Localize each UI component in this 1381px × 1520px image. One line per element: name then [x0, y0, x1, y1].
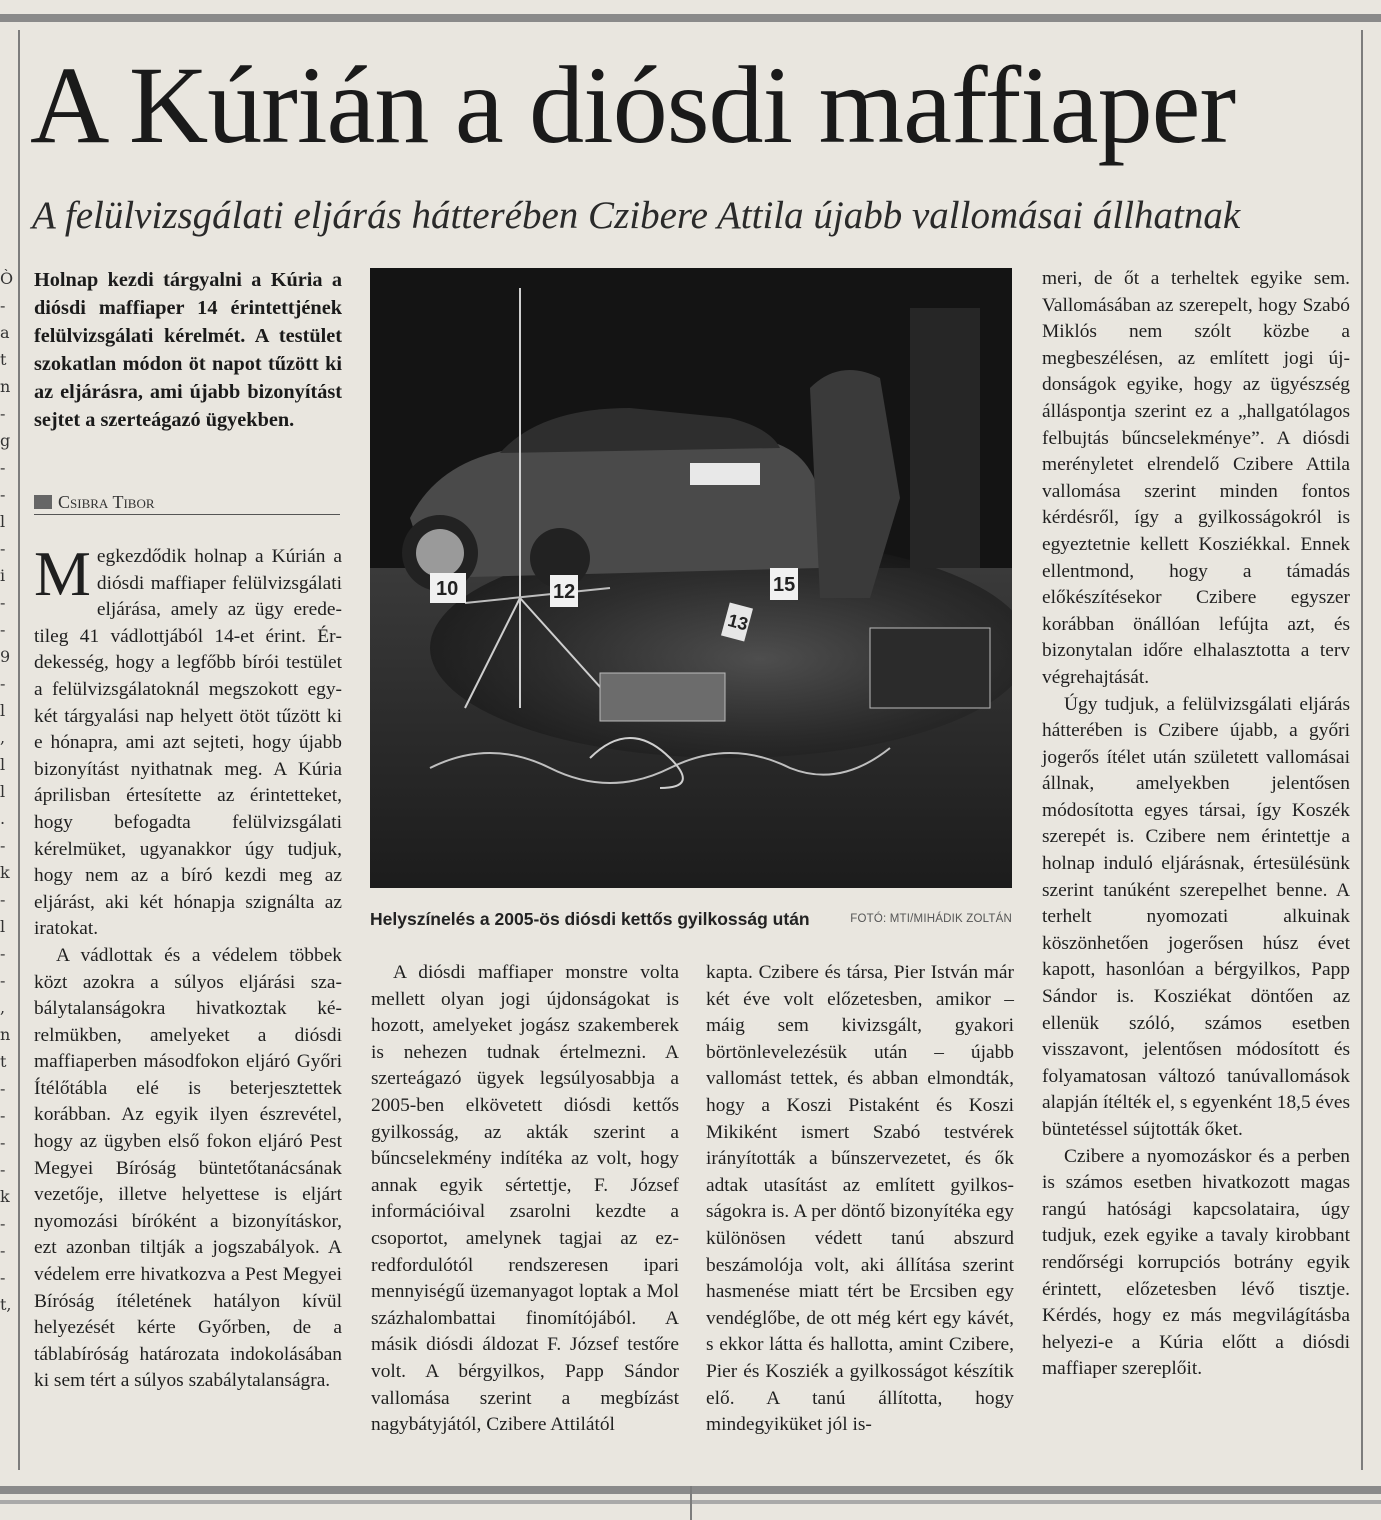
- article-column-1: [34, 538, 342, 1395]
- evidence-marker: [430, 573, 466, 603]
- edge-letter: l: [0, 755, 6, 774]
- equipment-case: [600, 673, 725, 721]
- edge-letter: -: [0, 485, 6, 504]
- edge-letter: -: [0, 1268, 6, 1287]
- edge-letter: .: [0, 809, 6, 828]
- edge-letter: 9: [0, 647, 11, 666]
- edge-letter: n: [0, 377, 11, 396]
- paragraph: kapta. Czibere és társa, Pier István már két éve volt előzetesben, amikor – máig sem kivizsgált, gyakori börtönlevelezésük után – újabb vallomást tettek, és abban elmondták, hogy a Koszi Pistaként és Koszi Mikiként ismert Szabó testvérek irányították a bűnszervezetet, és ők adtak utasítást az említett gyilkosságokra is. A per döntő bizonyítéka egy különösen védett tanú abszurd beszámolója volt, aki állítása szerint hasmenése miatt tért be Ercsiben egy vendéglőbe, de ott még kért egy kávét, s ekkor látta és hallotta, amint Czibere, Pier és Kosziék a gyilkosságot készítik elő. A tanú állította, hogy mindegyiküket jól is-: [706, 962, 1014, 1436]
- paragraph: Megkezdődik holnap a Kúrián a diósdi maffiaper felülvizsgálati eljárása, amely az ügy eredetileg 41 vádlottjából 14-et érint. Érdekesség, hogy a legfőbb bírói testület a felülvizsgálatoknál megszokott egy-két tárgyalási nap helyett ötöt tűzött ki e hónapra, ami azt sejteti, hogy újabb bizonyítást nyithatnak meg. A Kúria áprilisban értesítette az érintetteket, hogy befogadta felülvizsgálati kérelmüket, ugyanakkor úgy tudjuk, hogy nem az a bíró kezdi meg az eljárást, aki két hónapja szignálta az iratokat.: [34, 538, 342, 940]
- top-rule: [0, 14, 1381, 22]
- edge-letter: Ò: [0, 269, 14, 288]
- edge-letter: -: [0, 539, 6, 558]
- edge-letter: -: [0, 620, 6, 639]
- photo-credit: FOTÓ: MTI/MIHÁDIK ZOLTÁN: [850, 913, 1012, 925]
- edge-letter: -: [0, 1133, 6, 1152]
- edge-letter: -: [0, 404, 6, 423]
- generator: [870, 628, 990, 708]
- wheel-rim: [416, 529, 464, 577]
- subheadline: A felülvizsgálati eljárás hátterében Czibere Attila újabb vallomásai állhatnak: [32, 194, 1241, 237]
- byline: [34, 490, 340, 515]
- edge-letter: -: [0, 1214, 6, 1233]
- edge-letter: k: [0, 1187, 10, 1206]
- crime-scene-image: [370, 268, 1012, 888]
- bottom-divider: [690, 1486, 692, 1520]
- edge-letter: ,: [0, 998, 6, 1017]
- edge-letter: g: [0, 431, 11, 450]
- evidence-marker: [770, 568, 798, 600]
- edge-letter: -: [0, 1106, 6, 1125]
- marker-label: 15: [773, 574, 796, 596]
- paragraph: meri, de őt a terheltek egyike sem. Vallomásában az szerepelt, hogy Szabó Miklós nem szólt közbe a megbeszélésen, az említett jogi újdonságok egyike, hogy az ügyészség álláspontja szerint ez a „hallgatólagos felbujtás bűncselekménye”. A diósdi merényletet elrendelő Czibere Attila vallomása szerint minden fontos kérdésről, így a gyilkosságokról is egyeztetnie kellett Kosziékkal. Ennek ellentmond, hogy a támadás előkészítésekor Czibere egyszer korábban önállóan lefújta azt, és bizonytalan időre elhalasztotta a terv végrehajtását.: [1042, 268, 1350, 688]
- article-photo: [370, 268, 1012, 888]
- paragraph: Úgy tudjuk, a felülvizsgálati eljárás hátterében is Czibere újabb, a győri jogerős ítélet után született vallomásai állnak, amelyekben jelentősen módosította egyes társai, így Koszék szerepét is. Czibere nem érintettje a holnap induló eljárásnak, értesülésünk szerint tanúként szerepelhet benne. A terhelt nyomozati alkuinak köszönhetően jogerősen húsz évet kapott, hasonlóan a bérgyilkos, Papp Sándor is. Kosziékat döntően az ellenük szóló, számos esetben visszavont, jelentősen módosított és folyamatosan változó tanúvallomások alapján ítélték el, s egyenként 18,5 éves büntetéssel sújtották őket.: [1042, 693, 1350, 1140]
- edge-letter: n: [0, 1025, 11, 1044]
- edge-letter: -: [0, 458, 6, 477]
- edge-letter: t: [0, 1052, 7, 1071]
- right-column-rule: [1361, 30, 1363, 1470]
- evidence-marker: [550, 575, 578, 607]
- edge-letter: t,: [0, 1295, 12, 1314]
- photo-caption: Helyszínelés a 2005-ös diósdi kettős gyilkosság után: [370, 908, 810, 929]
- edge-letter: l: [0, 512, 6, 531]
- paragraph: A vádlottak és a védelem többek közt azokra a súlyos eljárási szabálytalanságokra hivatkoztak kérelmükben, amelyeket a diósdi maffiaperben másodfokon eljáró Győri Ítélőtábla elé is beterjesztettek korábban. Az egyik ilyen észrevétel, hogy az ügyben első fokon eljáró Pest Megyei Bíróság büntetőtanácsának vezetője, illetve helyettese is eljárt nyomozási bíróként a bizonyításkor, ezt azonban tiltják a jogszabályok. A védelem erre hivatkozva a Pest Megyei Bíróság ítéletének hatályon kívül helyezését kérte Győrben, de a táblabíróság határozata indokolásában ki sem tért a súlyos szabálytalanságra.: [34, 944, 342, 1392]
- edge-letter: i: [0, 566, 6, 585]
- edge-letter: t: [0, 350, 7, 369]
- byline-author: Csibra Tibor: [58, 491, 155, 512]
- edge-letter: ,: [0, 728, 6, 747]
- edge-letter: l: [0, 917, 6, 936]
- edge-letter: -: [0, 1241, 6, 1260]
- paragraph: Czibere a nyomozáskor és a perben is számos esetben hivatkozott magas rangú hatósági kapcsolataira, úgy tudjuk, ezek egyike a tavaly kirobbant rendőrségi korrupciós botrány egyik érintett, előzetesben lévő tisztje. Kérdés, hogy ez más megvilágításba helyezi-e a Kúria előtt a diósdi maffiaper szereplőit.: [1042, 1145, 1350, 1380]
- article-column-3: [706, 960, 1014, 1439]
- edge-letter: -: [0, 296, 6, 315]
- photo-caption-row: [370, 906, 1012, 932]
- adjacent-article-edge: [0, 265, 14, 1318]
- edge-letter: -: [0, 1160, 6, 1179]
- license-plate: [690, 463, 760, 485]
- edge-letter: -: [0, 836, 6, 855]
- article-column-4: [1042, 266, 1350, 1383]
- marker-label: 13: [725, 610, 751, 635]
- byline-square-icon: [34, 495, 52, 509]
- paragraph: A diósdi maffiaper monstre volta mellett olyan jogi újdonságokat is hozott, amelyeket jogász szakemberek is nehezen tudnak értelmezni. A szerteágazó ügyek legsúlyosabbja a 2005-ben elkövetett diósdi kettős gyilkosság, az akták szerint a bűncselekmény indítéka az volt, hogy annak egyik sértettje, F. József információival zsarolni kezdte a csoportot, amelynek tagjai az ezredfordulótól rendszeresen ipari mennyiségű üzemanyagot loptak a Mol százhalombattai finomítójából. A másik diósdi áldozat F. József testőre volt. A bérgyilkos, Papp Sándor vallomása szerint a megbízást nagybátyjától, Czibere Attilától: [371, 962, 679, 1436]
- edge-letter: -: [0, 944, 6, 963]
- edge-letter: -: [0, 890, 6, 909]
- edge-letter: l: [0, 782, 6, 801]
- article-lead: Holnap kezdi tárgyalni a Kúria a diósdi maffiaper 14 érintettjének felülvizsgálati kérelmét. A testület szokatlan módon öt napot tűzött ki az eljárásra, ami újabb bizonyítást sejtet a szerteágazó ügyekben.: [34, 269, 342, 431]
- edge-letter: -: [0, 971, 6, 990]
- edge-letter: -: [0, 593, 6, 612]
- marker-label: 10: [436, 578, 459, 600]
- headline: A Kúrián a diósdi maffiaper: [30, 44, 1236, 166]
- building-wall: [910, 308, 980, 568]
- edge-letter: l: [0, 701, 6, 720]
- left-column-rule: [18, 30, 20, 1470]
- edge-letter: -: [0, 674, 6, 693]
- edge-letter: -: [0, 1079, 6, 1098]
- edge-letter: k: [0, 863, 10, 882]
- article-column-2: [371, 960, 679, 1439]
- edge-letter: a: [0, 323, 10, 342]
- marker-label: 12: [553, 581, 576, 603]
